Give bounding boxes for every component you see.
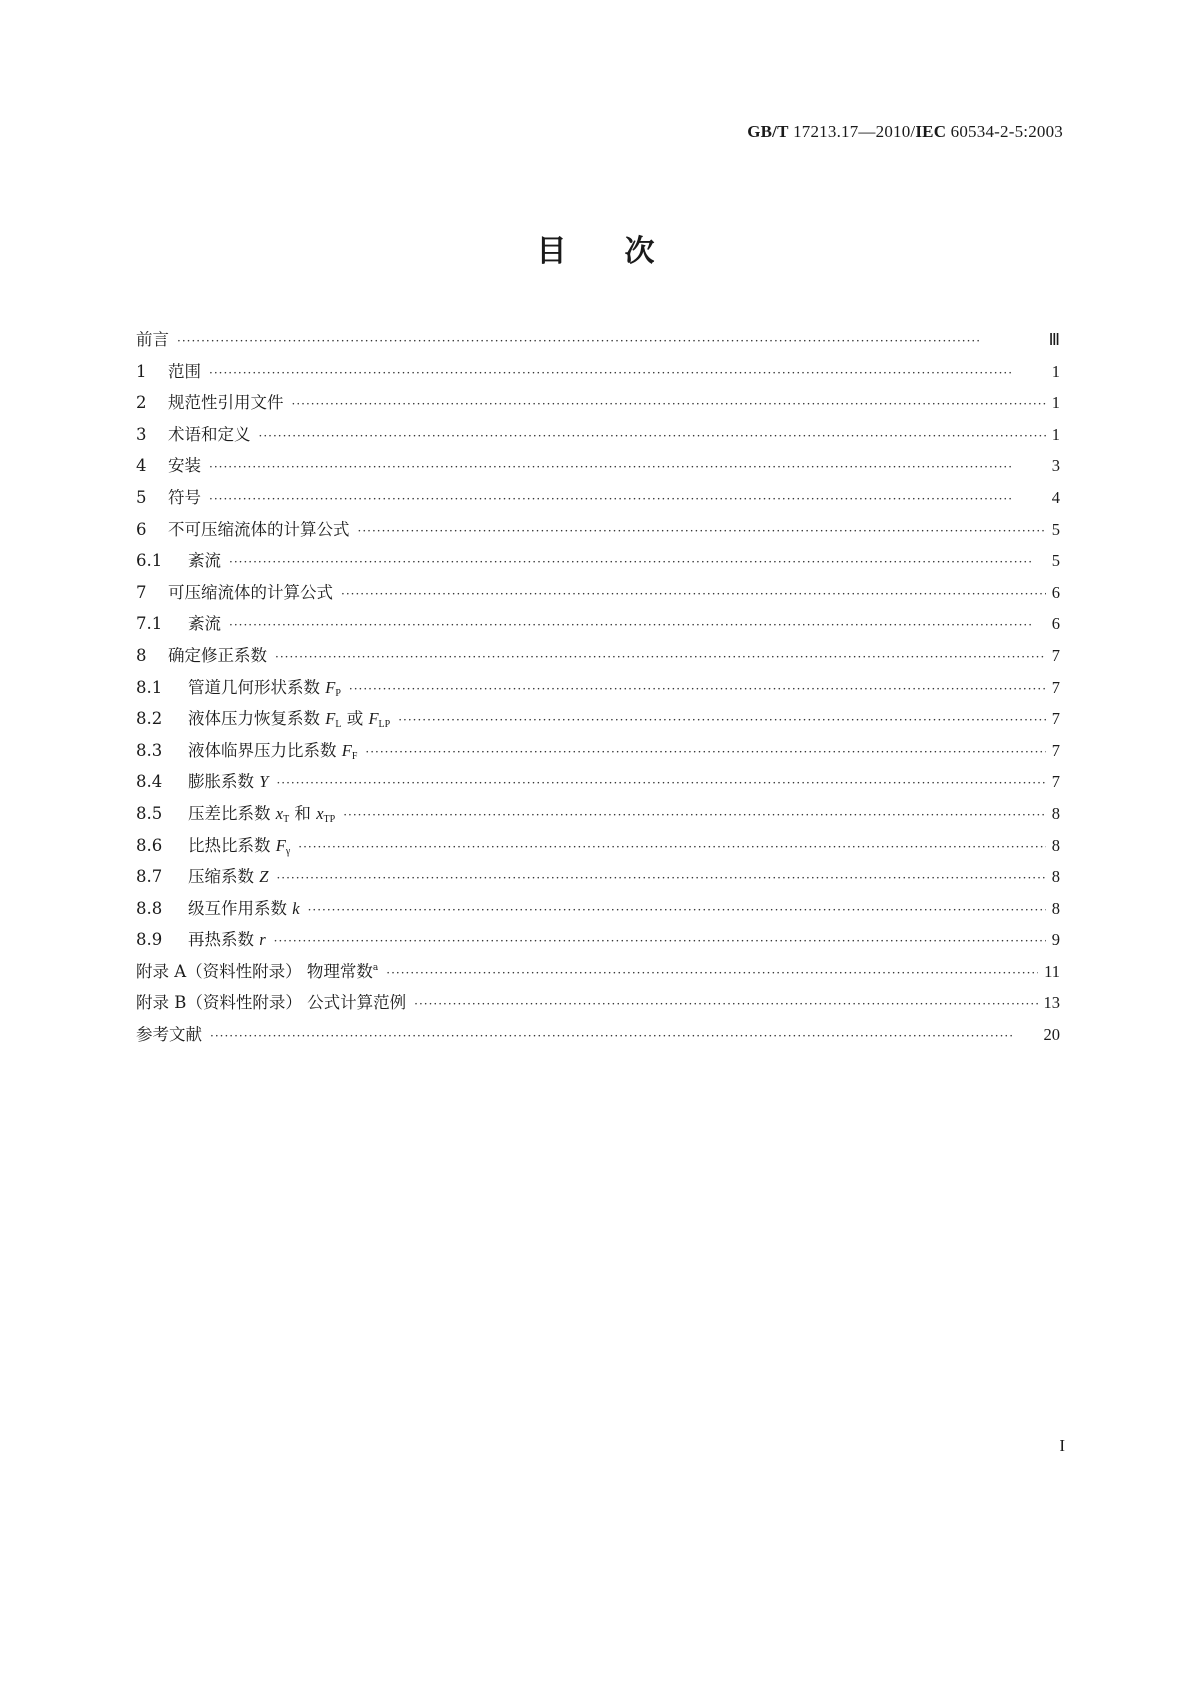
toc-entry-title-text: 液体临界压力比系数 <box>188 740 337 760</box>
toc-entry-title <box>188 895 300 919</box>
toc-dot-leader <box>229 618 1046 632</box>
toc-entry-number: 4 <box>136 456 147 476</box>
toc-entry-title-text: 级互作用系数 <box>188 898 287 918</box>
toc-entry-title <box>188 674 341 699</box>
toc-entry-number: 2 <box>136 393 147 413</box>
toc-entry-title-text: 液体压力恢复系数 <box>188 709 320 729</box>
standard-prefix: GB/T <box>747 122 789 141</box>
toc-entry-page: 7 <box>1051 677 1060 697</box>
toc-entry-number: 7 <box>136 582 147 602</box>
toc-entry-page: 9 <box>1051 930 1060 950</box>
toc-entry-symbol: x <box>275 803 284 823</box>
toc-dot-leader <box>209 366 1046 380</box>
page-title: 目次 <box>536 234 713 269</box>
toc-entry-page: 6 <box>1051 614 1060 634</box>
toc-entry[interactable] <box>136 642 1060 674</box>
toc-dot-leader <box>298 840 1045 854</box>
toc-entry-number: 8.8 <box>136 898 163 918</box>
toc-entry-page: 8 <box>1051 898 1060 918</box>
toc-dot-leader <box>341 587 1046 601</box>
toc-entry-symbol-subscript: L <box>335 719 342 731</box>
toc-dot-leader <box>209 460 1046 474</box>
toc-entry-number: 8.1 <box>136 677 163 697</box>
toc-entry-page: 1 <box>1051 424 1060 444</box>
toc-entry-page: 7 <box>1051 709 1060 729</box>
toc-entry-title-text: 符号 <box>168 487 201 507</box>
toc-entry-page: 6 <box>1051 582 1060 602</box>
toc-entry-title <box>168 389 284 413</box>
toc-entry-number: 8.7 <box>136 867 163 887</box>
toc-entry[interactable] <box>136 800 1060 832</box>
toc-entry-title-text: 比热比系数 <box>188 835 271 855</box>
toc-entry-title-text: 范围 <box>168 361 201 381</box>
toc-entry-page: 1 <box>1051 393 1060 413</box>
toc-entry[interactable] <box>136 958 1060 990</box>
toc-entry-title-text: 安装 <box>168 456 201 476</box>
toc-entry-number: 8.5 <box>136 803 163 823</box>
toc-entry[interactable] <box>136 926 1060 958</box>
toc-dot-leader <box>276 871 1045 885</box>
toc-entry-title-text: 管道几何形状系数 <box>188 677 320 697</box>
toc-entry-symbol: Y <box>259 772 269 792</box>
toc-entry-number: 7.1 <box>136 614 163 634</box>
toc-entry-title <box>188 737 357 762</box>
toc-entry-page: 7 <box>1051 740 1060 760</box>
toc-entry-number: 8 <box>136 645 147 665</box>
toc-entry[interactable] <box>136 989 1060 1021</box>
toc-entry-number: 6.1 <box>136 551 163 571</box>
toc-entry-title-text: 再热系数 <box>188 930 254 950</box>
toc-entry-number: 5 <box>136 487 147 507</box>
toc-entry-page: Ⅲ <box>1048 330 1060 349</box>
toc-entry-connector: 或 <box>341 709 369 729</box>
toc-entry-number: 8.9 <box>136 930 163 950</box>
toc-entry-number: 6 <box>136 519 147 539</box>
toc-entry-title-text: 确定修正系数 <box>168 645 267 665</box>
toc-entry-title <box>168 516 350 540</box>
toc-entry-title <box>136 1021 202 1045</box>
toc-dot-leader <box>343 808 1046 822</box>
toc-entry-symbol: k <box>292 898 300 918</box>
toc-entry-title-text: 紊流 <box>188 614 221 634</box>
toc-entry-title <box>188 863 268 887</box>
toc-entry[interactable] <box>136 389 1060 421</box>
toc-entry-title-text: 参考文献 <box>136 1025 202 1045</box>
toc-dot-leader <box>229 555 1046 569</box>
toc-entry-symbol: F <box>341 740 352 760</box>
toc-entry-title <box>136 958 378 982</box>
toc-entry[interactable] <box>136 579 1060 611</box>
toc-dot-leader <box>275 650 1046 664</box>
toc-dot-leader <box>259 429 1046 443</box>
toc-entry[interactable] <box>136 484 1060 516</box>
toc-entry-footnote-mark: a <box>372 962 379 973</box>
toc-entry-title <box>188 705 390 730</box>
toc-entry-title <box>168 421 251 445</box>
toc-dot-leader <box>274 934 1046 948</box>
toc-entry-page: 11 <box>1044 961 1060 981</box>
toc-entry-title <box>168 452 201 476</box>
toc-entry-title-text: 前言 <box>136 330 169 349</box>
toc-entry-title-text: 压缩系数 <box>188 867 254 887</box>
toc-entry[interactable] <box>136 737 1060 769</box>
toc-entry-title <box>188 610 221 634</box>
toc-entry-page: 3 <box>1051 456 1060 476</box>
toc-entry[interactable] <box>136 610 1060 642</box>
toc-entry-title <box>188 926 266 950</box>
toc-entry-symbol: F <box>368 709 379 729</box>
toc-entry-title <box>136 326 169 350</box>
toc-entry-number: 8.3 <box>136 740 163 760</box>
toc-dot-leader <box>365 745 1045 759</box>
toc-entry[interactable] <box>136 705 1060 737</box>
toc-entry-page: 13 <box>1043 993 1060 1013</box>
toc-entry[interactable] <box>136 326 1060 358</box>
toc-entry-symbol-subscript: F <box>351 750 358 762</box>
toc-dot-leader <box>210 1029 1038 1043</box>
toc-entry-page: 8 <box>1051 835 1060 855</box>
toc-entry-page: 20 <box>1043 1025 1060 1045</box>
toc-entry-symbol: F <box>275 835 286 855</box>
standard-number-header <box>747 122 1063 142</box>
toc-entry-symbol: x <box>316 803 324 823</box>
toc-entry-page: 5 <box>1051 551 1060 571</box>
toc-entry[interactable] <box>136 832 1060 864</box>
toc-entry-title-text: 压差比系数 <box>188 803 271 823</box>
standard-number: 17213.17—2010/ <box>788 122 916 141</box>
toc-entry-page: 1 <box>1051 361 1060 381</box>
toc-entry-number: 8.4 <box>136 772 163 792</box>
toc-entry-title <box>168 579 333 603</box>
iec-prefix: IEC <box>915 122 947 141</box>
toc-entry-title <box>188 547 221 571</box>
toc-entry-page: 8 <box>1051 867 1060 887</box>
toc-entry[interactable] <box>136 674 1060 706</box>
toc-entry-number: 1 <box>136 361 147 381</box>
toc-entry-symbol-subscript: TP <box>323 813 336 825</box>
toc-entry-title-text: 附录 B（资料性附录） 公式计算范例 <box>136 993 407 1013</box>
toc-entry-title <box>136 989 406 1013</box>
toc-dot-leader <box>414 997 1037 1011</box>
toc-entry-symbol: F <box>325 677 336 697</box>
toc-entry[interactable] <box>136 421 1060 453</box>
page-number: I <box>1059 1436 1065 1455</box>
toc-dot-leader <box>349 682 1046 696</box>
toc-entry[interactable] <box>136 452 1060 484</box>
toc-entry-page: 7 <box>1051 645 1060 665</box>
toc-entry[interactable] <box>136 1021 1060 1053</box>
toc-entry-page: 4 <box>1051 487 1060 507</box>
toc-entry-page: 7 <box>1051 772 1060 792</box>
toc-entry[interactable] <box>136 516 1060 548</box>
toc-dot-leader <box>292 397 1046 411</box>
toc-dot-leader <box>398 713 1046 727</box>
toc-entry-connector: 和 <box>289 803 317 823</box>
toc-entry-title <box>168 484 201 508</box>
toc-entry-symbol-subscript: LP <box>378 719 391 731</box>
toc-entry-title-text: 膨胀系数 <box>188 772 254 792</box>
toc-entry-title <box>188 768 268 792</box>
toc-entry-title <box>168 642 267 666</box>
toc-entry-title <box>188 832 290 857</box>
toc-entry-title-text: 不可压缩流体的计算公式 <box>168 519 350 539</box>
toc-entry-title-text: 规范性引用文件 <box>168 393 284 413</box>
toc-entry-number: 8.6 <box>136 835 163 855</box>
toc-entry[interactable] <box>136 863 1060 895</box>
toc-entry-title-text: 附录 A（资料性附录） 物理常数 <box>136 961 373 981</box>
toc-entry[interactable] <box>136 547 1060 579</box>
toc-dot-leader <box>177 334 1043 348</box>
toc-entry-page: 8 <box>1051 803 1060 823</box>
toc-entry-title <box>188 800 335 825</box>
toc-entry-number: 8.2 <box>136 709 163 729</box>
toc-entry-symbol: r <box>259 930 266 950</box>
toc-entry-symbol-subscript: γ <box>285 845 291 857</box>
iec-number: 60534-2-5:2003 <box>946 122 1063 141</box>
toc-entry-title <box>168 358 201 382</box>
toc-entry-page: 5 <box>1051 519 1060 539</box>
toc-entry-symbol-subscript: P <box>335 687 341 699</box>
table-of-contents <box>136 326 1060 1053</box>
toc-entry-title-text: 术语和定义 <box>168 424 251 444</box>
toc-entry-title-text: 紊流 <box>188 551 221 571</box>
toc-entry-symbol-subscript: T <box>283 813 290 825</box>
toc-dot-leader <box>209 492 1046 506</box>
toc-entry-title-text: 可压缩流体的计算公式 <box>168 582 333 602</box>
toc-entry[interactable] <box>136 358 1060 390</box>
toc-entry-number: 3 <box>136 424 147 444</box>
toc-entry-symbol: F <box>325 709 336 729</box>
toc-entry[interactable] <box>136 768 1060 800</box>
toc-dot-leader <box>386 966 1038 980</box>
toc-entry[interactable] <box>136 895 1060 927</box>
toc-dot-leader <box>358 524 1046 538</box>
toc-dot-leader <box>276 776 1045 790</box>
toc-dot-leader <box>308 903 1046 917</box>
toc-entry-symbol: Z <box>259 867 269 887</box>
